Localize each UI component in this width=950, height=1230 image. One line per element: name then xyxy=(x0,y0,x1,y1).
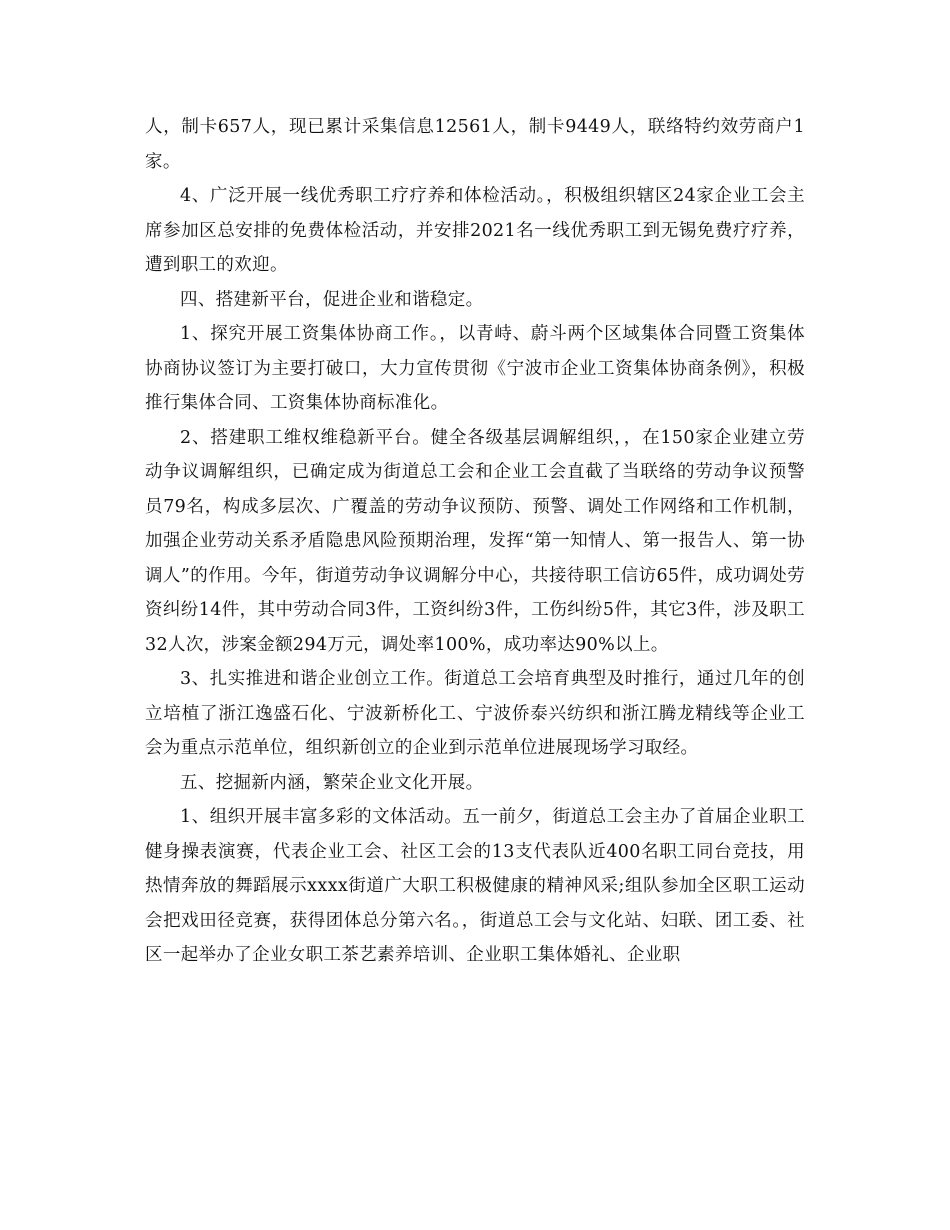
paragraph-item-1-wage-negotiation: 1、探究开展工资集体协商工作。，以青峙、蔚斗两个区域集体合同暨工资集体协商协议签订为主要打破口，大力宣传贯彻《宁波市企业工资集体协商条例》，积极推行集体合同、工资集体协商标准化。 xyxy=(145,324,805,413)
paragraph-item-4-health-checkup: 4、广泛开展一线优秀职工疗疗养和体检活动。，积极组织辖区24家企业工会主席参加区总安排的免费体检活动，并安排2021名一线优秀职工到无锡免费疗疗养，遭到职工的欢迎。 xyxy=(145,186,805,275)
section-heading-4: 四、搭建新平台，促进企业和谐稳定。 xyxy=(180,289,484,310)
paragraph-item-1-cultural-activities: 1、组织开展丰富多彩的文体活动。五一前夕，街道总工会主办了首届企业职工健身操表演赛，代表企业工会、社区工会的13支代表队近400名职工同台竞技，用热情奔放的舞蹈展示xxxx街道广大职工积极健康的精神风采;组队参加全区职工运动会把戏田径竞赛，获得团体总分第六名。，街道总工会与文化站、妇联、团工委、社区一起举办了企业女职工茶艺素养培训、企业职工集体婚礼、企业职 xyxy=(145,807,805,965)
document-page xyxy=(145,110,805,973)
section-heading-5: 五、挖掘新内涵，繁荣企业文化开展。 xyxy=(180,772,484,793)
paragraph-item-3-harmonious-enterprise: 3、扎实推进和谐企业创立工作。街道总工会培育典型及时推行，通过几年的创立培植了浙江逸盛石化、宁波新桥化工、宁波侨泰兴纺织和浙江腾龙精线等企业工会为重点示范单位，组织新创立的企业到示范单位进展现场学习取经。 xyxy=(145,669,805,758)
paragraph-continued: 人，制卡657人，现已累计采集信息12561人，制卡9449人，联络特约效劳商户1家。 xyxy=(145,117,805,172)
paragraph-item-2-rights-platform: 2、搭建职工维权维稳新平台。健全各级基层调解组织，，在150家企业建立劳动争议调解组织，已确定成为街道总工会和企业工会直截了当联络的劳动争议预警员79名，构成多层次、广覆盖的劳动争议预防、预警、调处工作网络和工作机制，加强企业劳动关系矛盾隐患风险预期治理，发挥“第一知情人、第一报告人、第一协调人”的作用。今年，街道劳动争议调解分中心，共接待职工信访65件，成功调处劳资纠纷14件，其中劳动合同3件，工资纠纷3件，工伤纠纷5件，其它3件，涉及职工32人次，涉案金额294万元，调处率100%，成功率达90%以上。 xyxy=(145,427,805,655)
